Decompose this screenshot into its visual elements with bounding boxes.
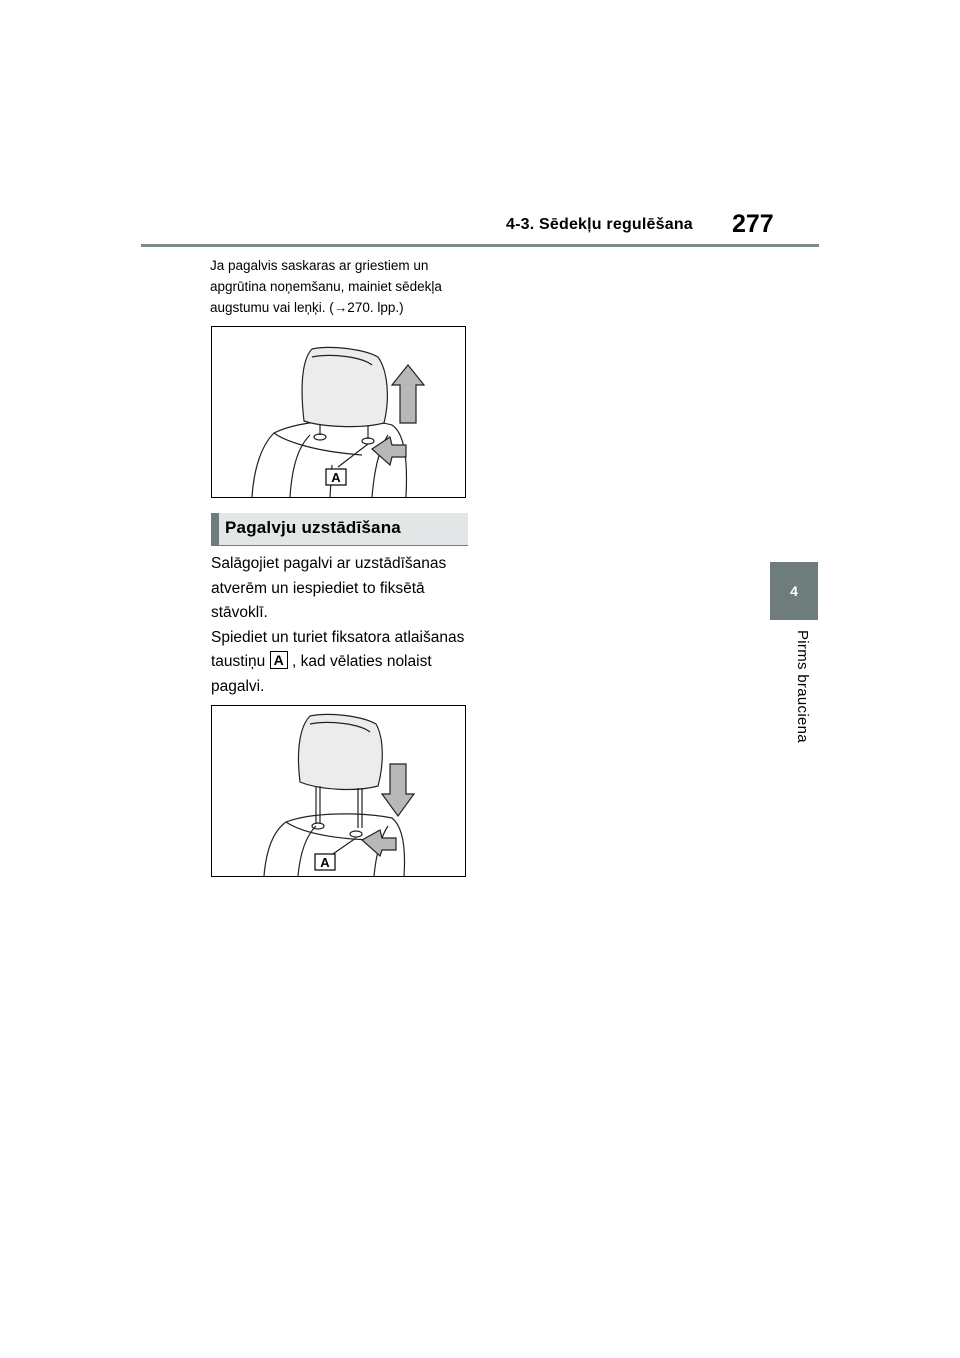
callout-label: A — [331, 470, 341, 485]
section-header: 4-3. Sēdekļu regulēšana — [506, 216, 693, 233]
paragraph-lower-start: Spiediet un turiet fiksatora atlaišanas taustiņu — [211, 628, 465, 670]
note-text: Ja pagalvis saskaras ar griestiem un apgrūtina noņemšanu, mainiet sēdekļa augstumu vai leņķi. (→270. lpp.) — [210, 258, 442, 315]
callout-label: A — [320, 855, 330, 870]
headrest-installation-illustration — [211, 705, 466, 877]
chapter-label: Pirms brauciena — [794, 630, 811, 743]
chapter-tab — [770, 562, 818, 620]
paragraph-lower-end: , kad vēlaties nolaist pagalvi. — [211, 653, 432, 695]
section-heading — [211, 513, 468, 546]
headrest-installation-drawing — [212, 706, 465, 876]
section-title: Pagalvju uzstādīšana — [225, 518, 401, 537]
headrest-removal-illustration — [211, 326, 466, 498]
inline-callout: A — [270, 651, 288, 669]
section-body — [211, 552, 481, 699]
section-heading-bar — [211, 513, 219, 545]
header-divider — [141, 244, 819, 247]
page-number: 277 — [732, 210, 774, 238]
paragraph-lower — [211, 626, 481, 700]
chapter-number: 4 — [790, 583, 798, 599]
paragraph-install: Salāgojiet pagalvi ar uzstādīšanas atverēm un iespiediet to fiksētā stāvoklī. — [211, 555, 447, 621]
headrest-removal-drawing — [212, 327, 465, 497]
